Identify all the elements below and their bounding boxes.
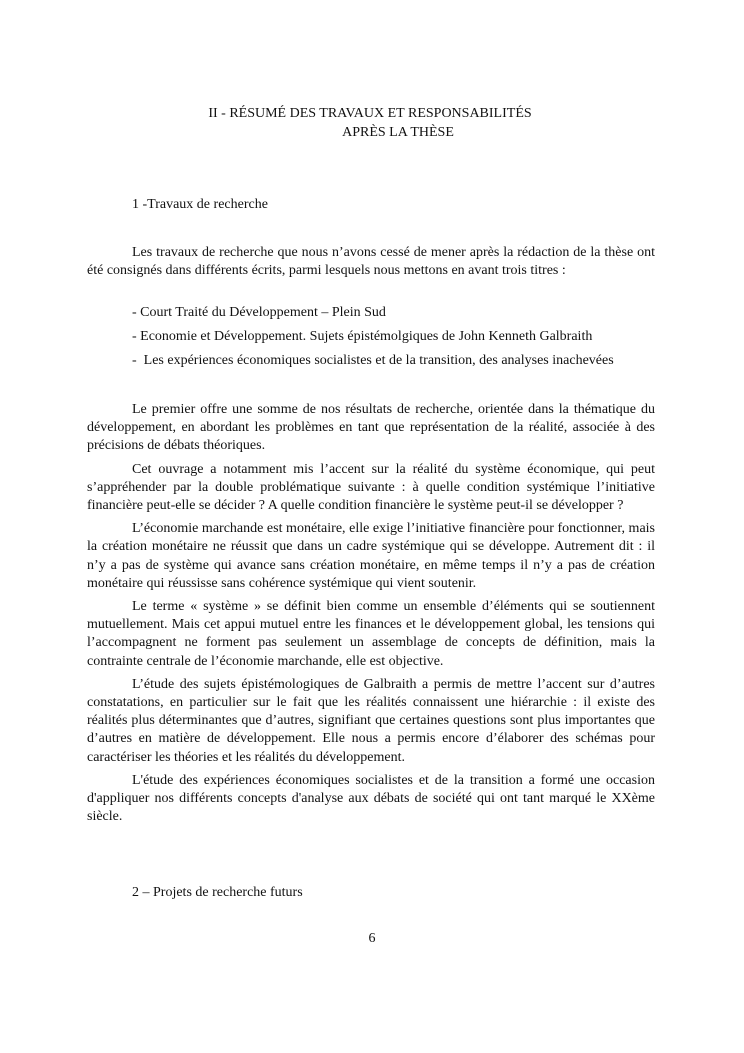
paragraph: L'étude des expériences économiques socialistes et de la transition a formé une occasion d'appliquer nos différents concepts d'analyse aux débats de société qui ont tant marqué le XXème siècle. [87, 772, 655, 825]
title-line-1: II - RÉSUMÉ DES TRAVAUX ET RESPONSABILITÉS [208, 106, 532, 121]
paragraph: L’économie marchande est monétaire, elle exige l’initiative financière pour fonctionner, mais la création monétaire ne réussit que dans un cadre systémique qui se développe. Autrement dit : il n’y a pas de système qui avance sans création monétaire, en même temps il n’y a pas de création monétaire qui réussisse sans cohérence systémique qui vient soutenir. [87, 521, 655, 591]
list-item: - Les expériences économiques socialistes et de la transition, des analyses inachevées [132, 353, 614, 368]
intro-paragraph [87, 244, 655, 280]
intro-text: Les travaux de recherche que nous n’avons cessé de mener après la rédaction de la thèse ont été consignés dans différents écrits, parmi lesquels nous mettons en avant trois titres : [87, 245, 655, 279]
page-title [0, 104, 744, 142]
paragraph: Cet ouvrage a notamment mis l’accent sur la réalité du système économique, qui peut s’appréhender par la double problématique suivante : à quelle condition systémique l’initiative financière peut-elle se décider ? A quelle condition financière le système peut-il se développer ? [87, 461, 655, 514]
section-heading-projets: 2 – Projets de recherche futurs [132, 885, 303, 900]
section-heading-travaux: 1 -Travaux de recherche [132, 197, 268, 212]
list-item: - Economie et Développement. Sujets épistémolgiques de John Kenneth Galbraith [132, 329, 593, 344]
paragraph: L’étude des sujets épistémologiques de Galbraith a permis de mettre l’accent sur d’autres constatations, en particulier sur le fait que les réalités connaissent une hiérarchie : il existe des réalités plus déterminantes que d’autres, signifiant que certaines questions sont plus importantes que d’autres en matière de développement. Elle nous a permis encore d’élaborer des schémas pour caractériser les théories et les réalités du développement. [87, 676, 655, 765]
paragraph: Le premier offre une somme de nos résultats de recherche, orientée dans la thématique du développement, en abordant les problèmes en tant que représentation de la réalité, associée à des précisions de débats théoriques. [87, 402, 655, 454]
title-line-2: APRÈS LA THÈSE [342, 125, 454, 140]
page-number: 6 [368, 931, 376, 946]
body-paragraphs [87, 401, 655, 831]
list-item: - Court Traité du Développement – Plein Sud [132, 305, 386, 320]
paragraph: Le terme « système » se définit bien comme un ensemble d’éléments qui se soutiennent mutuellement. Mais cet appui mutuel entre les finances et le développement global, les tensions qui l’accompagnent ne forment pas seulement un assemblage de concepts de définition, mais la contrainte centrale de l’économie marchande, elle est objective. [87, 599, 655, 669]
